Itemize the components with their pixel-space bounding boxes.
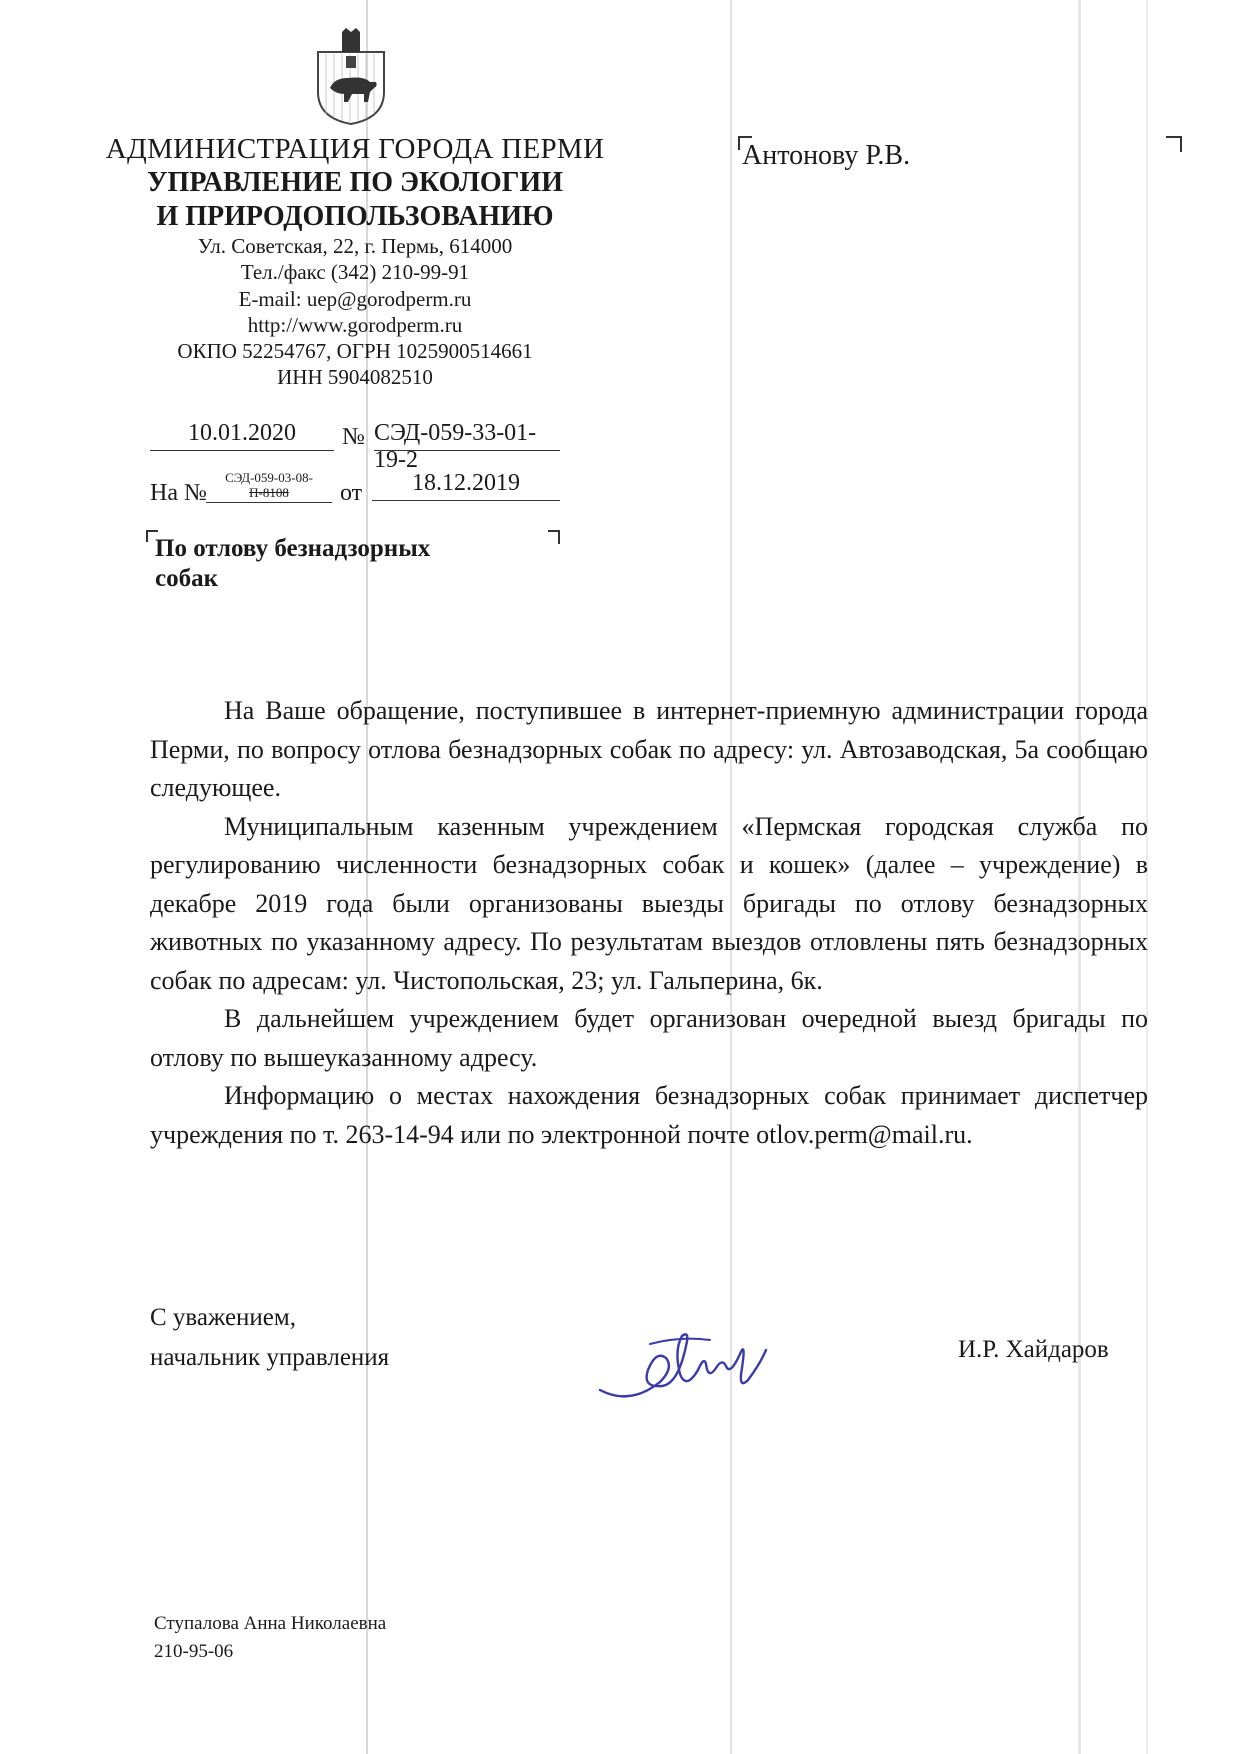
ref-number-label: На №	[150, 480, 207, 506]
addressee-corner-mark	[1166, 136, 1182, 152]
ref-from-label: от	[340, 480, 363, 506]
number-label: №	[342, 424, 365, 450]
department-name-line2: И ПРИРОДОПОЛЬЗОВАНИЮ	[156, 201, 554, 232]
ref-date: 18.12.2019	[412, 470, 520, 496]
body-paragraph: Муниципальным казенным учреждением «Пермская городская служба по регулированию численности безнадзорных собак и кошек» (далее – учреждение) в декабре 2019 года были организованы выезды бригады по отлову безнадзорных животных по указанному адресу. По результатам выездов отловлены пять безнадзорных собак по адресам: ул. Чистопольская, 23; ул. Гальперина, 6к.	[150, 811, 1148, 995]
subject-line2: собак	[155, 564, 219, 592]
org-okpo-ogrn: ОКПО 52254767, ОГРН 1025900514661	[177, 339, 533, 363]
ref-number-line1: СЭД-059-03-08-	[225, 470, 313, 485]
executor-name: Ступалова Анна Николаевна	[154, 1613, 387, 1634]
outgoing-number: СЭД-059-33-01-19-2	[374, 420, 537, 473]
org-inn: ИНН 5904082510	[277, 365, 433, 389]
body-paragraph: Информацию о местах нахождения безнадзорных собак принимает диспетчер учреждения по т. 263-14-94 или по электронной почте otlov.perm@mail.ru.	[150, 1081, 1148, 1149]
body-paragraph: На Ваше обращение, поступившее в интернет-приемную администрации города Перми, по вопросу отлова безнадзорных собак по адресу: ул. Автозаводская, 5а сообщаю следующее.	[150, 696, 1148, 802]
subject	[155, 534, 430, 593]
coat-of-arms-icon	[308, 26, 394, 126]
letter-body	[150, 692, 1148, 1154]
ref-date-field	[372, 470, 560, 501]
subject-line1: По отлову безнадзорных	[155, 535, 431, 562]
closing-greeting: С уважением,	[150, 1304, 296, 1331]
executor-block	[154, 1610, 386, 1666]
addressee: Антонову Р.В.	[742, 140, 911, 171]
signer-title: начальник управления	[150, 1344, 390, 1371]
signature-image	[590, 1310, 780, 1410]
subject-corner-mark	[548, 530, 560, 544]
outgoing-date-field	[150, 420, 334, 451]
org-address: Ул. Советская, 22, г. Пермь, 614000	[197, 234, 513, 258]
org-name-line1: АДМИНИСТРАЦИЯ ГОРОДА ПЕРМИ	[105, 133, 605, 165]
org-email: E-mail: uep@gorodperm.ru	[238, 287, 472, 311]
org-website: http://www.gorodperm.ru	[247, 313, 463, 337]
ref-number-line2: П-8108	[249, 485, 289, 500]
outgoing-date: 10.01.2020	[188, 420, 296, 446]
body-paragraph: В дальнейшем учреждением будет организован очередной выезд бригады по отлову по вышеуказанному адресу.	[150, 1004, 1148, 1072]
closing-block	[150, 1298, 389, 1378]
executor-phone: 210-95-06	[154, 1641, 234, 1662]
org-phone: Тел./факс (342) 210-99-91	[240, 260, 470, 284]
ref-number-field	[206, 470, 332, 503]
outgoing-number-field	[374, 420, 560, 473]
department-name-line1: УПРАВЛЕНИЕ ПО ЭКОЛОГИИ	[146, 167, 563, 198]
signer-name: И.Р. Хайдаров	[958, 1336, 1109, 1363]
